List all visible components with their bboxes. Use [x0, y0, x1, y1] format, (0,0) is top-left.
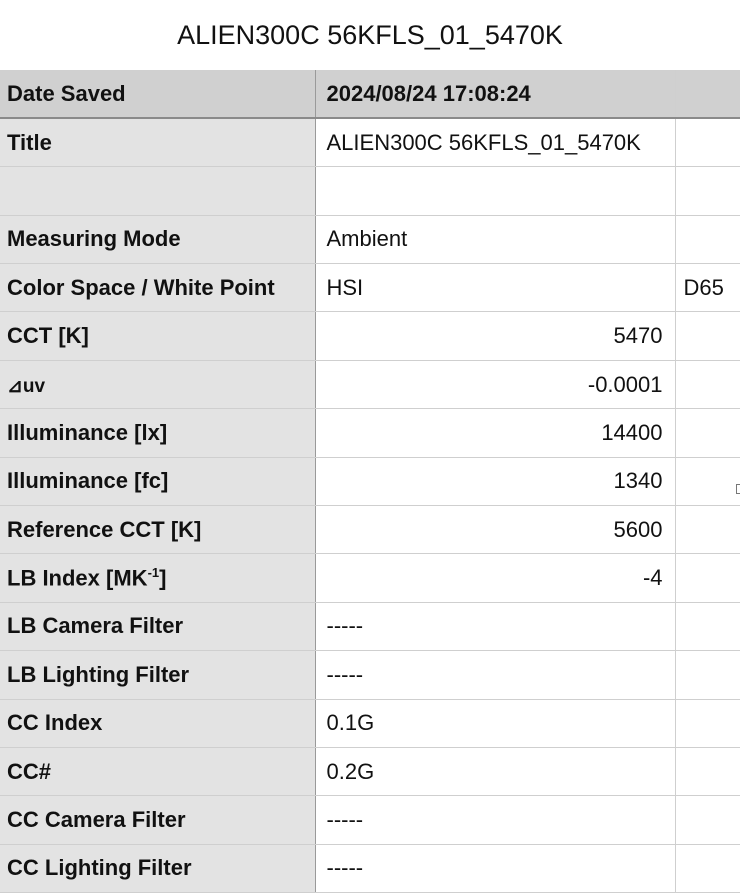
row-value-cell[interactable]: 1340 — [315, 457, 675, 505]
row-label-cell[interactable]: Illuminance [fc] — [0, 457, 315, 505]
row-extra-cell[interactable] — [675, 167, 740, 215]
row-value-cell[interactable]: Ambient — [315, 215, 675, 263]
row-extra-cell[interactable] — [675, 409, 740, 457]
lb-index-label-text: LB Index [MK — [7, 565, 148, 591]
row-label-cell[interactable]: Title — [0, 118, 315, 166]
row-value-cell[interactable]: 0.1G — [315, 699, 675, 747]
row-extra-cell[interactable]: D65 — [675, 264, 740, 312]
delta-uv-label: ⊿uv — [7, 375, 46, 397]
row-label-cell[interactable]: Measuring Mode — [0, 215, 315, 263]
row-value-cell[interactable]: ----- — [315, 651, 675, 699]
row-extra-cell[interactable] — [675, 796, 740, 844]
row-label-cell[interactable] — [0, 167, 315, 215]
row-extra-cell[interactable] — [675, 699, 740, 747]
table-row — [0, 312, 740, 360]
page-title: ALIEN300C 56KFLS_01_5470K — [177, 19, 563, 50]
row-extra-cell[interactable] — [675, 506, 740, 554]
table-row — [0, 118, 740, 166]
table-header-row — [0, 70, 740, 118]
row-value-cell[interactable]: ----- — [315, 602, 675, 650]
row-extra-cell[interactable] — [675, 457, 740, 505]
row-label-cell[interactable]: LB Camera Filter — [0, 602, 315, 650]
header-label-cell[interactable]: Date Saved — [0, 70, 315, 118]
measurement-table — [0, 70, 740, 893]
table-row — [0, 554, 740, 602]
table-row — [0, 215, 740, 263]
lb-index-label-sup: -1 — [147, 564, 160, 580]
row-label-cell[interactable] — [0, 360, 315, 408]
row-extra-cell[interactable] — [675, 312, 740, 360]
row-extra-cell[interactable] — [675, 651, 740, 699]
table-row — [0, 457, 740, 505]
table-row — [0, 506, 740, 554]
row-value-cell[interactable]: HSI — [315, 264, 675, 312]
row-extra-cell[interactable] — [675, 118, 740, 166]
row-value-cell[interactable]: ----- — [315, 796, 675, 844]
row-value-cell[interactable]: 5600 — [315, 506, 675, 554]
row-extra-cell[interactable] — [675, 360, 740, 408]
row-extra-cell[interactable] — [675, 554, 740, 602]
row-label-cell[interactable]: LB Lighting Filter — [0, 651, 315, 699]
row-value-cell[interactable]: -4 — [315, 554, 675, 602]
row-label-cell[interactable]: CC# — [0, 747, 315, 795]
row-label-cell[interactable]: Reference CCT [K] — [0, 506, 315, 554]
row-extra-cell[interactable] — [675, 747, 740, 795]
row-label-cell[interactable] — [0, 554, 315, 602]
table-row — [0, 264, 740, 312]
row-value-cell[interactable]: 0.2G — [315, 747, 675, 795]
row-value-cell[interactable]: ----- — [315, 844, 675, 892]
table-row — [0, 409, 740, 457]
row-extra-cell[interactable] — [675, 844, 740, 892]
row-value-cell[interactable]: -0.0001 — [315, 360, 675, 408]
header-extra-cell[interactable] — [675, 70, 740, 118]
table-row — [0, 747, 740, 795]
row-label-cell[interactable]: Color Space / White Point — [0, 264, 315, 312]
table-row — [0, 602, 740, 650]
cell-marker-icon — [736, 484, 740, 494]
row-value-cell[interactable]: 14400 — [315, 409, 675, 457]
table-row — [0, 651, 740, 699]
row-extra-cell[interactable] — [675, 215, 740, 263]
row-extra-cell[interactable] — [675, 602, 740, 650]
table-row — [0, 796, 740, 844]
table-row — [0, 360, 740, 408]
row-value-cell[interactable]: 5470 — [315, 312, 675, 360]
row-label-cell[interactable]: CC Camera Filter — [0, 796, 315, 844]
table-row — [0, 699, 740, 747]
row-label-cell[interactable]: CCT [K] — [0, 312, 315, 360]
row-value-cell[interactable]: ALIEN300C 56KFLS_01_5470K — [315, 118, 675, 166]
table-row — [0, 844, 740, 892]
header-value-cell[interactable]: 2024/08/24 17:08:24 — [315, 70, 675, 118]
row-label-cell[interactable]: CC Lighting Filter — [0, 844, 315, 892]
row-label-cell[interactable]: CC Index — [0, 699, 315, 747]
lb-index-label-end: ] — [159, 565, 167, 591]
row-value-cell[interactable] — [315, 167, 675, 215]
row-label-cell[interactable]: Illuminance [lx] — [0, 409, 315, 457]
table-row — [0, 167, 740, 215]
